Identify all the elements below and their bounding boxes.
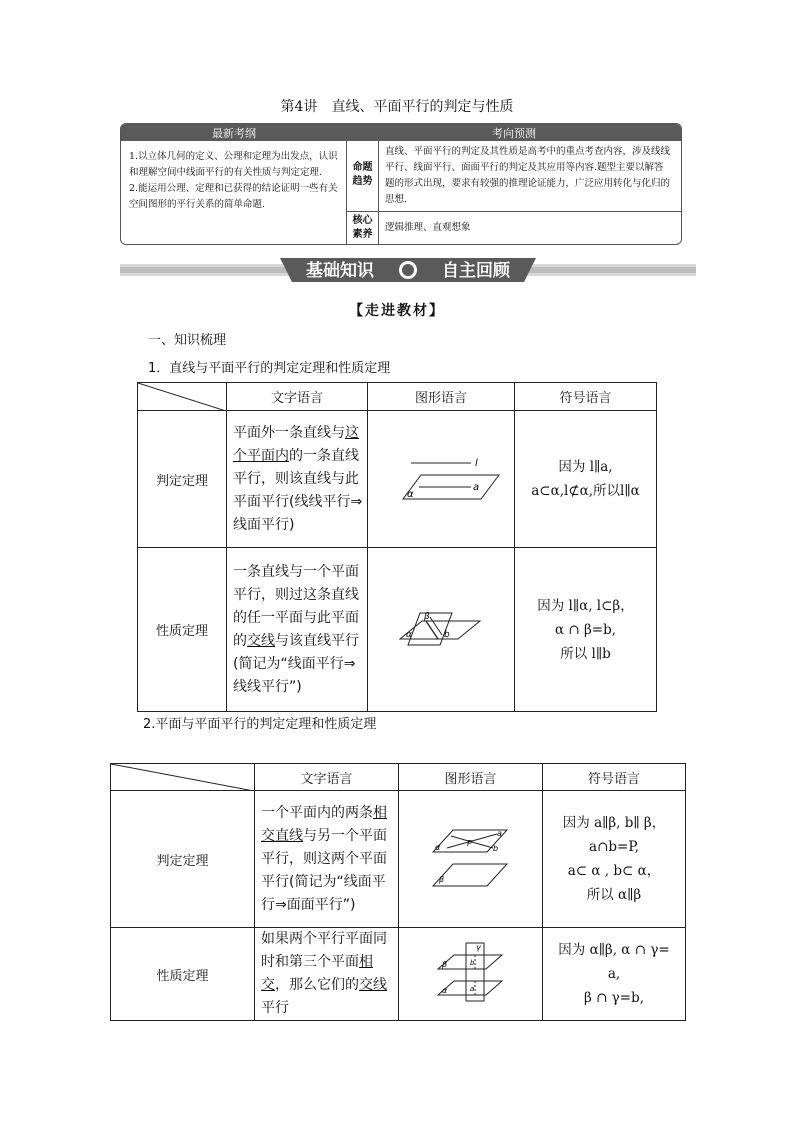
label-alpha: α — [407, 489, 414, 500]
row-label: 性质定理 — [138, 548, 227, 712]
line-plane-parallel-figure — [381, 447, 501, 507]
banner-left: 基础知识 — [306, 261, 374, 281]
underlined-text: 相交 — [261, 954, 373, 993]
label-alpha: α — [441, 986, 447, 995]
literacy-text: 逻辑推理、直观想象 — [385, 222, 471, 233]
symbol-line: a, — [607, 966, 621, 982]
text-part: 如果两个平行平面同时和第三个平面 — [261, 931, 387, 970]
label-b: b — [492, 844, 498, 853]
header-symbol-language: 符号语言 — [515, 383, 657, 411]
literacy-label: 核心素养 — [352, 215, 373, 240]
text-part: 与该直线平行(简记为“线面平行⇒线线平行”) — [233, 632, 359, 695]
label-b: b — [444, 629, 450, 640]
heading-knowledge: 一、知识梳理 — [148, 333, 227, 348]
line-plane-property-figure — [396, 603, 486, 653]
underlined-text: 交线 — [359, 977, 387, 993]
label-l: l — [475, 458, 478, 469]
symbol-line: a⊂α,l⊄α,所以l∥α — [531, 483, 640, 499]
figure-cell — [368, 411, 515, 548]
theorem-text — [255, 791, 399, 928]
subtitle: 【走进教材】 — [349, 303, 445, 319]
symbol-line: a⊂ α , b⊂ α， — [567, 863, 661, 879]
symbol-cell — [515, 548, 657, 712]
text-part: 一个平面内的两条 — [261, 804, 373, 821]
trend-text: 直线、平面平行的判定及其性质是高考中的重点考查内容，涉及线线平行、线面平行、面面平行的判定及其应用等内容.题型主要以解答题的形式出现，要求有较强的推理论证能力，广泛应用转化与化归的思想. — [385, 146, 671, 205]
text-part: 平行 — [261, 1000, 289, 1016]
label-beta: β — [438, 875, 444, 884]
theorem-text — [227, 411, 368, 548]
summary-header — [121, 124, 681, 141]
theorem-text — [255, 928, 399, 1021]
page-title: 第4讲 直线、平面平行的判定与性质 — [280, 99, 514, 115]
row-label: 性质定理 — [111, 928, 255, 1021]
symbol-line: 所以 l∥b — [560, 645, 611, 662]
plane-plane-table — [110, 763, 686, 1021]
symbol-line: α ∩ β=b, — [554, 621, 617, 638]
label-p: P — [466, 839, 472, 848]
symbol-line: 所以 α∥β — [586, 887, 642, 903]
heading-line-plane: 1．直线与平面平行的判定定理和性质定理 — [148, 361, 391, 376]
figure-cell — [399, 791, 543, 928]
symbol-line: β ∩ γ=b, — [583, 990, 644, 1006]
symbol-line: a∩b=P, — [589, 839, 639, 855]
line-plane-table — [137, 382, 657, 712]
row-label: 判定定理 — [111, 791, 255, 928]
underlined-text: 交线 — [247, 632, 275, 649]
label-a: a — [496, 829, 502, 838]
literacy-label-cell — [347, 212, 379, 244]
plane-plane-property-figure — [436, 941, 506, 1003]
label-alpha: α — [434, 843, 440, 852]
trend-label-cell — [347, 141, 379, 212]
symbol-cell — [543, 791, 686, 928]
section-banner — [120, 258, 696, 282]
label-beta: β — [424, 611, 430, 622]
syllabus-list — [121, 141, 347, 244]
header-figure-language: 图形语言 — [368, 383, 515, 411]
symbol-cell — [543, 928, 686, 1021]
label-a: a — [473, 482, 480, 493]
corner-cell — [111, 764, 255, 791]
header-figure-language: 图形语言 — [399, 764, 543, 791]
banner-right: 自主回顾 — [442, 261, 510, 281]
figure-cell — [368, 548, 515, 712]
syllabus-item: 1.以立体几何的定义、公理和定理为出发点，认识和理解空间中线面平行的有关性质与判定定理. — [129, 151, 338, 178]
label-gamma: γ — [475, 943, 481, 952]
text-part: ，那么它们的 — [275, 977, 359, 993]
forecast-header: 考向预测 — [492, 127, 536, 140]
figure-cell — [399, 928, 543, 1021]
corner-cell — [138, 383, 227, 411]
symbol-line: 因为 α∥β, α ∩ γ= — [558, 942, 670, 958]
text-part: 与另一个平面平行，则这两个平面平行(简记为“线面平行⇒面面平行”) — [261, 827, 387, 913]
label-b: b — [469, 959, 474, 967]
symbol-line: 因为 l∥α, l⊂β， — [537, 597, 634, 614]
header-symbol-language: 符号语言 — [543, 764, 686, 791]
label-beta: β — [441, 960, 447, 969]
symbol-cell — [515, 411, 657, 548]
heading-plane-plane: 2.平面与平面平行的判定定理和性质定理 — [143, 717, 377, 732]
syllabus-header: 最新考纲 — [212, 127, 256, 140]
underlined-text: 这个平面内 — [233, 424, 359, 464]
header-text-language: 文字语言 — [227, 383, 368, 411]
divider — [378, 211, 681, 212]
label-alpha: α — [406, 629, 412, 640]
header-text-language: 文字语言 — [255, 764, 399, 791]
underlined-text: 相交直线 — [261, 804, 387, 844]
row-label: 判定定理 — [138, 411, 227, 548]
syllabus-item: 2.能运用公理、定理和已获得的结论证明一些有关空间图形的平行关系的简单命题. — [129, 183, 338, 210]
text-part: 平面外一条直线与 — [233, 424, 345, 441]
text-part: 一条直线与一个平面平行，则过这条直线的任一平面与此平面的 — [233, 563, 359, 649]
text-part: 的一条直线平行，则该直线与此平面平行(线线平行⇒线面平行) — [233, 447, 363, 533]
theorem-text — [227, 548, 368, 712]
label-a: a — [469, 985, 474, 993]
symbol-line: 因为 a∥β, b∥ β， — [562, 815, 666, 831]
summary-box — [120, 123, 682, 245]
trend-label: 命题趋势 — [352, 162, 373, 187]
symbol-line: 因为 l∥a, — [558, 459, 613, 475]
plane-plane-parallel-figure — [431, 824, 511, 890]
